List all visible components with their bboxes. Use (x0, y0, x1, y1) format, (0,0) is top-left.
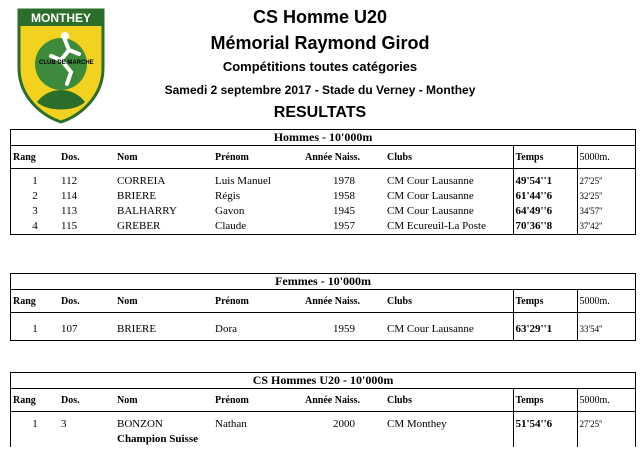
cell-prenom: Nathan (215, 418, 247, 430)
cell-dos: 112 (61, 175, 78, 187)
results-heading: RESULTATS (273, 104, 367, 121)
monthey-club-logo (15, 6, 107, 124)
col-temps: Temps (513, 290, 577, 313)
col-nom: Nom (115, 389, 213, 412)
svg-text:CLUB DE MARCHE: CLUB DE MARCHE (39, 60, 94, 66)
cell-club: CM Monthey (387, 418, 447, 430)
cell-dos: 114 (61, 190, 78, 202)
col-dos: Dos. (59, 389, 115, 412)
cell-nom: BALHARRY (117, 205, 177, 217)
cell-title-champion: Champion Suisse (117, 433, 199, 445)
cell-naiss: 1959 (303, 313, 385, 341)
col-rang: Rang (11, 146, 59, 169)
col-naiss: Année Naiss. (303, 290, 385, 313)
page-header (0, 0, 643, 130)
cell-rang: 1 (32, 418, 38, 430)
results-section-cs-u20 (10, 372, 636, 447)
cell-naiss: 1957 (303, 219, 385, 235)
col-dos: Dos. (59, 290, 115, 313)
col-prenom: Prénom (213, 146, 303, 169)
table-row (11, 313, 635, 341)
col-temps: Temps (513, 146, 577, 169)
table-row (11, 169, 635, 190)
cell-temps: 70'36''8 (513, 219, 577, 235)
table-row (11, 432, 635, 447)
cell-dos: 3 (61, 418, 67, 430)
col-clubs: Clubs (385, 389, 513, 412)
cell-prenom: Régis (215, 190, 241, 202)
cell-naiss: 1978 (333, 175, 355, 187)
col-naiss: Année Naiss. (303, 146, 385, 169)
svg-text:MONTHEY: MONTHEY (31, 11, 91, 25)
cell-club: CM Cour Lausanne (387, 175, 474, 187)
event-title: CS Homme U20 (252, 7, 388, 27)
col-5000m: 5000m. (577, 146, 635, 169)
col-clubs: Clubs (385, 146, 513, 169)
cell-prenom: Claude (213, 219, 303, 235)
cell-prenom: Dora (213, 313, 303, 341)
section-title: Femmes - 10'000m (11, 274, 635, 290)
cell-nom: BRIERE (115, 313, 213, 341)
event-category-line: Compétitions toutes catégories (222, 59, 418, 74)
cell-dos: 113 (61, 205, 78, 217)
cell-rang: 1 (11, 313, 59, 341)
table-row (11, 219, 635, 235)
section-title: CS Hommes U20 - 10'000m (11, 373, 635, 389)
col-nom: Nom (115, 146, 213, 169)
col-rang: Rang (11, 389, 59, 412)
table-row (11, 412, 635, 433)
cell-5000m: 37'42'' (577, 219, 635, 235)
col-temps: Temps (513, 389, 577, 412)
cell-5000m: 34'57'' (579, 206, 603, 216)
cell-temps: 51'54''6 (513, 412, 577, 433)
cell-dos: 107 (59, 313, 115, 341)
cell-club: CM Ecureuil-La Poste (385, 219, 513, 235)
cell-rang: 4 (11, 219, 59, 235)
cell-temps: 64'49''6 (513, 204, 577, 219)
cell-rang: 2 (32, 190, 38, 202)
col-naiss: Année Naiss. (303, 389, 385, 412)
results-section-hommes (10, 129, 636, 235)
cell-5000m: 27'25'' (579, 419, 603, 429)
cell-club: CM Cour Lausanne (385, 313, 513, 341)
cell-5000m: 27'25'' (579, 176, 603, 186)
event-subtitle: Mémorial Raymond Girod (210, 33, 430, 53)
cell-prenom: Luis Manuel (215, 175, 271, 187)
table-row (11, 189, 635, 204)
col-5000m: 5000m. (577, 389, 635, 412)
cell-naiss: 1945 (333, 205, 355, 217)
cell-nom: BONZON (117, 418, 163, 430)
section-title: Hommes - 10'000m (11, 130, 635, 146)
cell-naiss: 1958 (333, 190, 355, 202)
cell-temps: 49'54''1 (513, 169, 577, 190)
results-section-femmes (10, 273, 636, 341)
cell-dos: 115 (59, 219, 115, 235)
col-prenom: Prénom (213, 389, 303, 412)
cell-prenom: Gavon (215, 205, 245, 217)
cell-temps: 63'29''1 (513, 313, 577, 341)
cell-5000m: 33'54'' (577, 313, 635, 341)
cell-naiss: 2000 (333, 418, 355, 430)
col-prenom: Prénom (213, 290, 303, 313)
table-row (11, 204, 635, 219)
cell-temps: 61'44''6 (513, 189, 577, 204)
cell-nom: CORREIA (117, 175, 166, 187)
col-clubs: Clubs (385, 290, 513, 313)
col-rang: Rang (11, 290, 59, 313)
cell-rang: 1 (32, 175, 38, 187)
cell-5000m: 32'25'' (579, 191, 603, 201)
col-nom: Nom (115, 290, 213, 313)
cell-club: CM Cour Lausanne (387, 205, 474, 217)
event-date-location: Samedi 2 septembre 2017 - Stade du Verney - Monthey (164, 83, 476, 97)
col-dos: Dos. (59, 146, 115, 169)
cell-rang: 3 (32, 205, 38, 217)
col-5000m: 5000m. (577, 290, 635, 313)
cell-nom: BRIERE (117, 190, 157, 202)
cell-club: CM Cour Lausanne (387, 190, 474, 202)
cell-nom: GREBER (115, 219, 213, 235)
